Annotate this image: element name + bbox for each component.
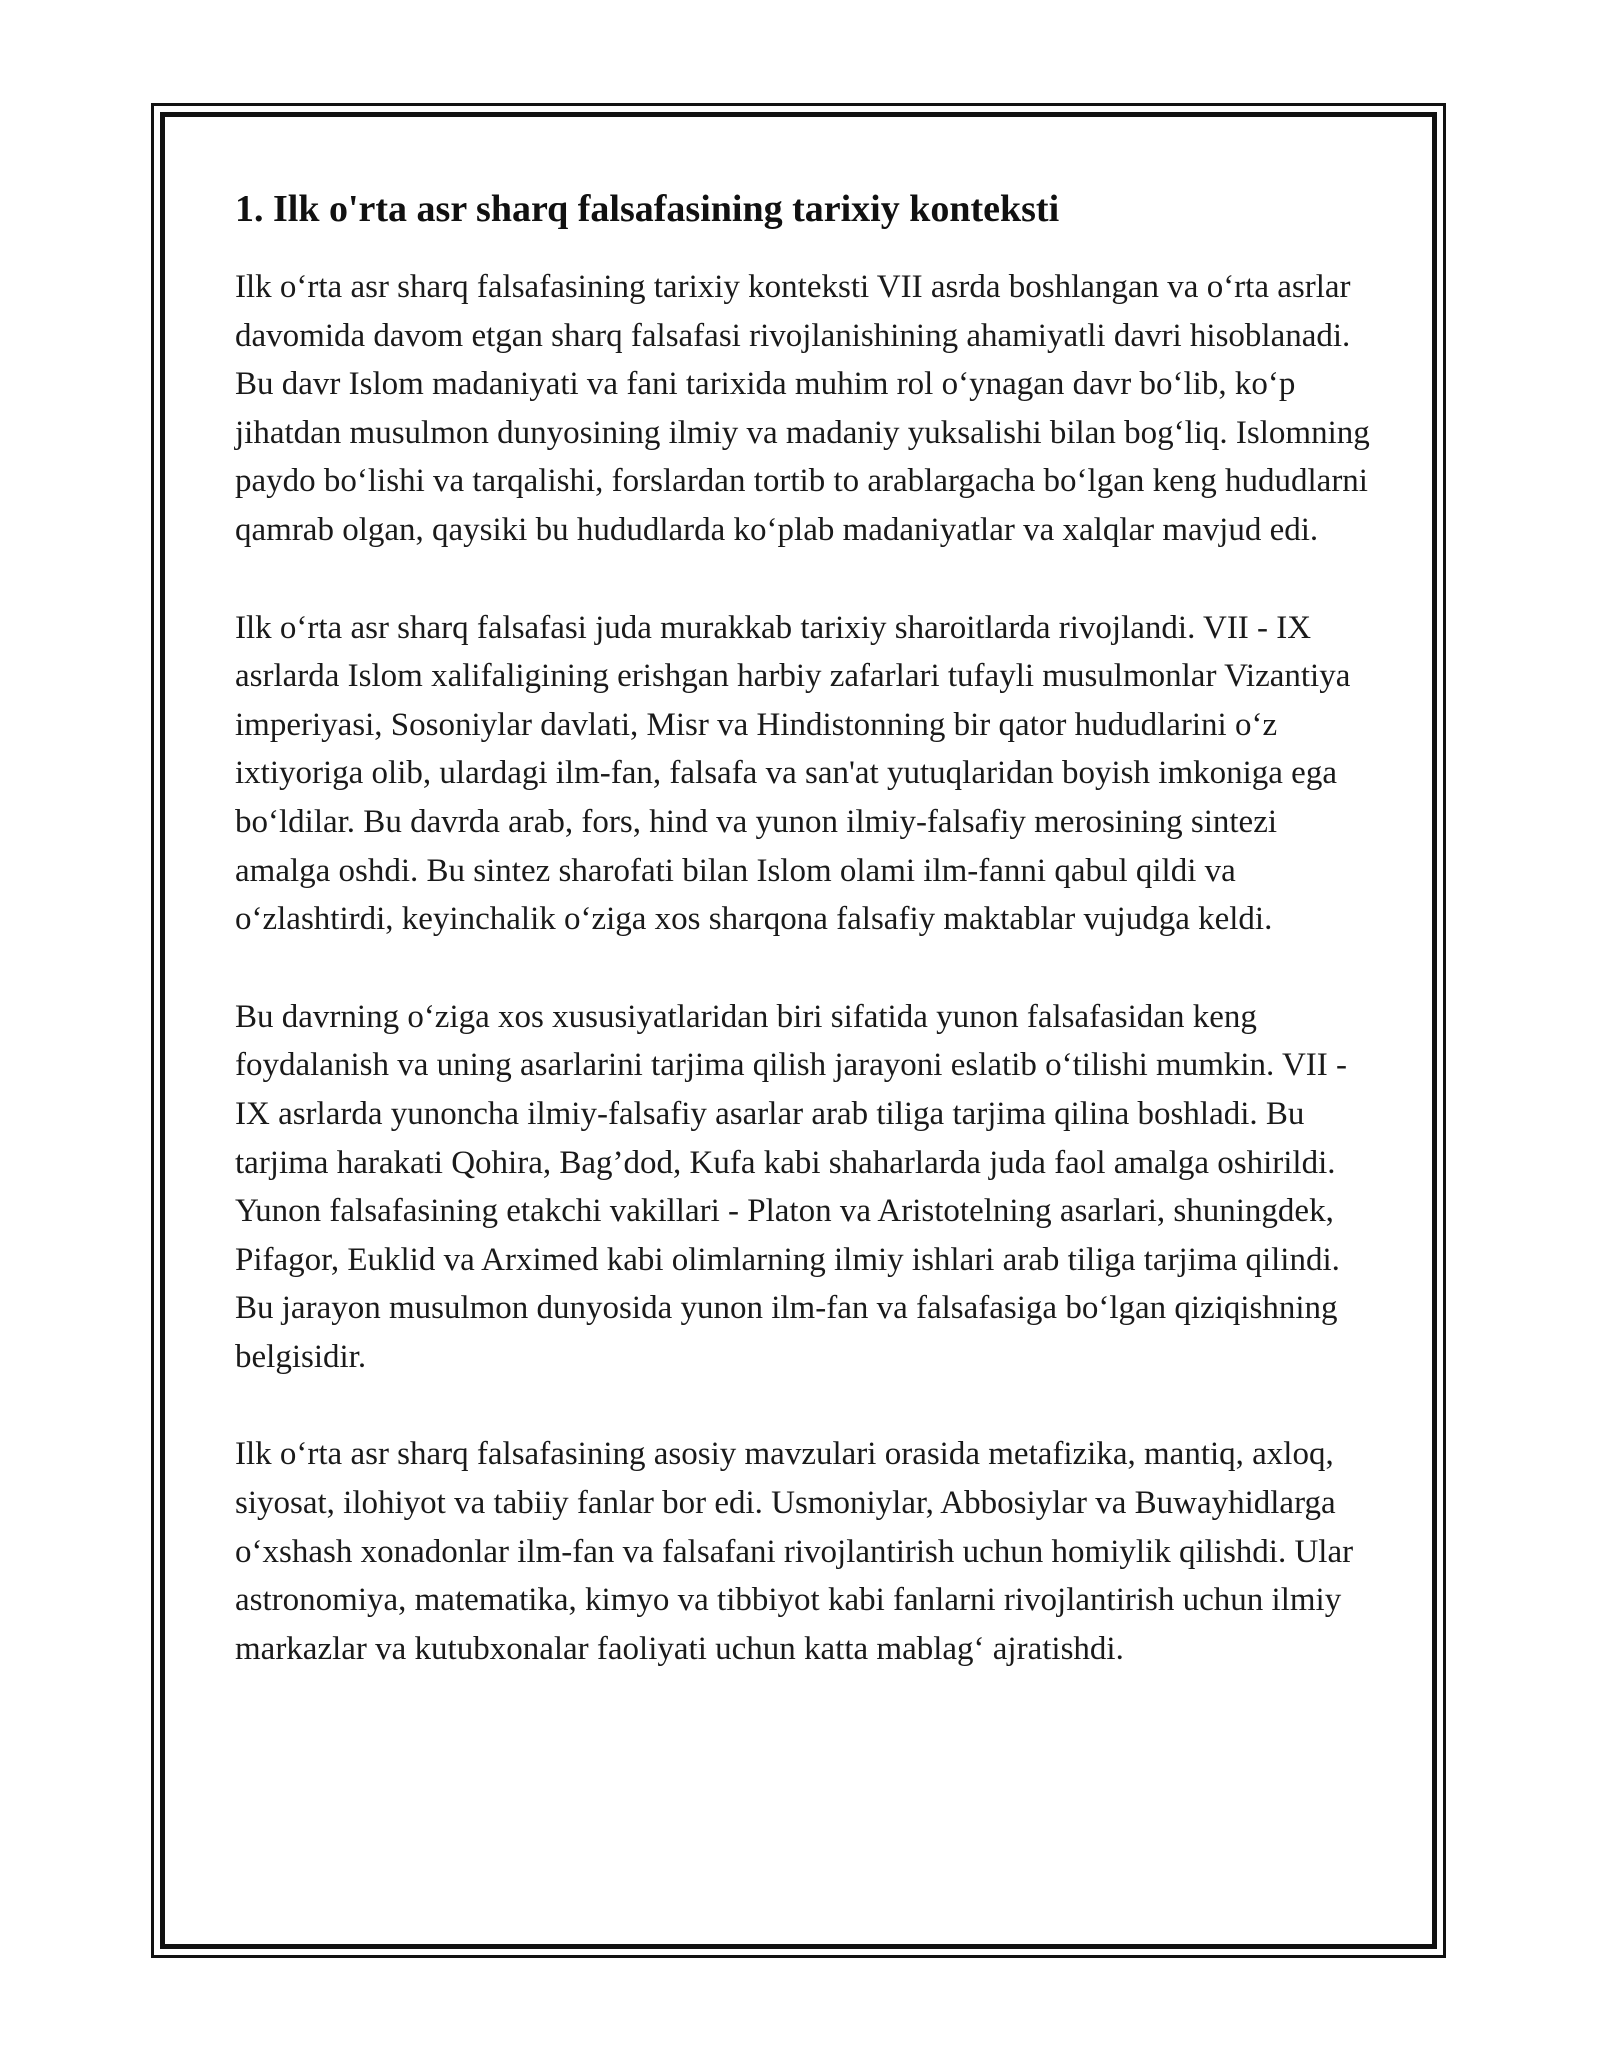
paragraph-4: Ilk o‘rta asr sharq falsafasining asosiy mavzulari orasida metafizika, mantiq, axloq, siyosat, ilohiyot va tabiiy fanlar bor edi. Usmoniylar, Abbosiylar va Buwayhidlarga o‘xshash xonadonlar ilm-fan va falsafani rivojlantirish uchun homiylik qilishdi. Ular astronomiya, matematika, kimyo va tibbiyot kabi fanlarni rivojlantirish uchun ilmiy markazlar va kutubxonalar faoliyati uchun katta mablag‘ ajratishdi.: [235, 1436, 1354, 1667]
paragraph-2: Ilk o‘rta asr sharq falsafasi juda murakkab tarixiy sharoitlarda rivojlandi. VII - IX asrlarda Islom xalifaligining erishgan harbiy zafarlari tufayli musulmonlar Vizantiya imperiyasi, Sosoniylar davlati, Misr va Hindistonning bir qator hududlarini o‘z ixtiyoriga olib, ulardagi ilm-fan, falsafa va san'at yutuqlaridan boyish imkoniga ega bo‘ldilar. Bu davrda arab, fors, hind va yunon ilmiy-falsafiy merosining sintezi amalga oshdi. Bu sintez sharofati bilan Islom olami ilm-fanni qabul qildi va o‘zlashtirdi, keyinchalik o‘ziga xos sharqona falsafiy maktablar vujudga keldi.: [235, 609, 1351, 938]
document-body: [235, 185, 1375, 1722]
section-heading: 1. Ilk o'rta asr sharq falsafasining tarixiy konteksti: [235, 188, 1060, 230]
paragraph-3: Bu davrning o‘ziga xos xususiyatlaridan biri sifatida yunon falsafasidan keng foydalanish va uning asarlarini tarjima qilish jarayoni eslatib o‘tilishi mumkin. VII - IX asrlarda yunoncha ilmiy-falsafiy asarlar arab tiliga tarjima qilina boshladi. Bu tarjima harakati Qohira, Bag’dod, Kufa kabi shaharlarda juda faol amalga oshirildi. Yunon falsafasining etakchi vakillari - Platon va Aristotelning asarlari, shuningdek, Pifagor, Euklid va Arximed kabi olimlarning ilmiy ishlari arab tiliga tarjima qilindi. Bu jarayon musulmon dunyosida yunon ilm-fan va falsafasiga bo‘lgan qiziqishning belgisidir.: [235, 998, 1347, 1375]
paragraph-1: Ilk o‘rta asr sharq falsafasining tarixiy konteksti VII asrda boshlangan va o‘rta asrlar davomida davom etgan sharq falsafasi rivojlanishining ahamiyatli davri hisoblanadi. Bu davr Islom madaniyati va fani tarixida muhim rol o‘ynagan davr bo‘lib, ko‘p jihatdan musulmon dunyosining ilmiy va madaniy yuksalishi bilan bog‘liq. Islomning paydo bo‘lishi va tarqalishi, forslardan tortib to arablargacha bo‘lgan keng hududlarni qamrab olgan, qaysiki bu hududlarda ko‘plab madaniyatlar va xalqlar mavjud edi.: [235, 269, 1370, 548]
